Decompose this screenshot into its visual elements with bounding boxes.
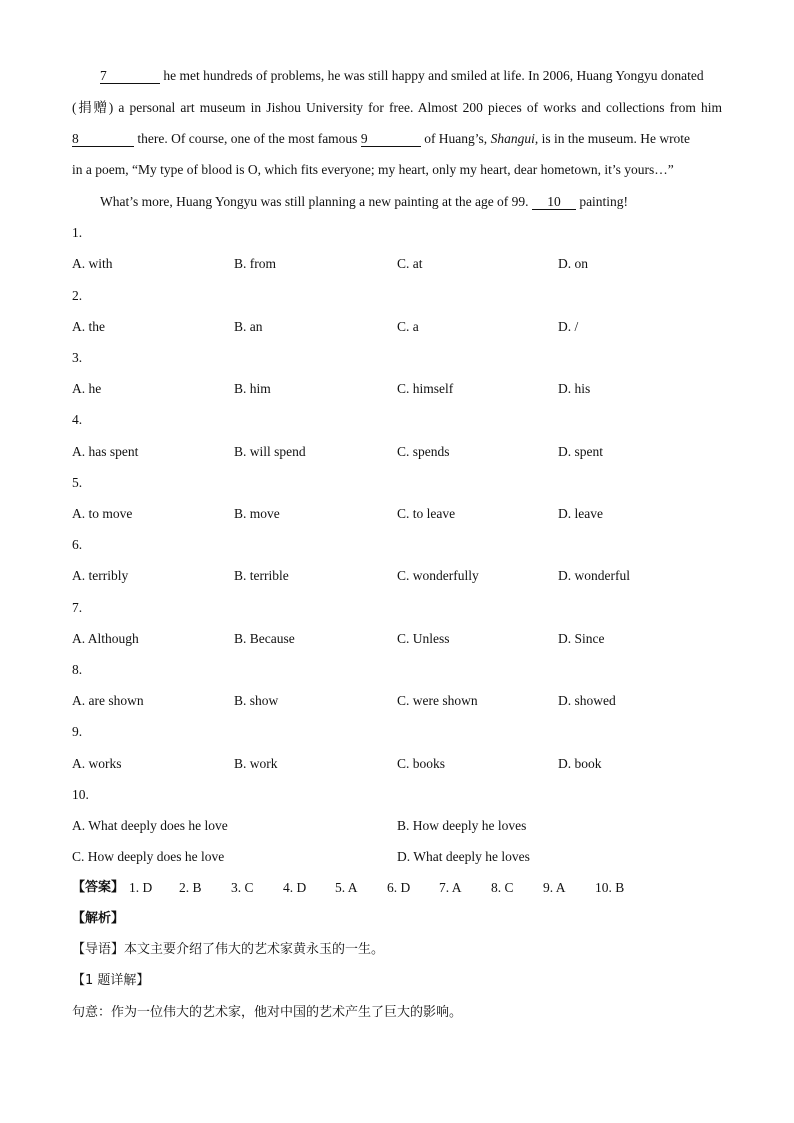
option-c: C. Unless xyxy=(397,631,450,646)
option-b: B. show xyxy=(234,693,279,708)
option-d: D. showed xyxy=(558,693,616,708)
option-c: C. wonderfully xyxy=(397,568,479,583)
passage-text: of Huang’s, xyxy=(424,131,488,146)
option-b: B. him xyxy=(234,381,271,396)
passage-line-5 xyxy=(100,194,628,210)
option-c: C. spends xyxy=(397,444,450,459)
option-c: C. were shown xyxy=(397,693,478,708)
option-b: B. will spend xyxy=(234,444,306,459)
option-d: D. on xyxy=(558,256,588,271)
question-number: 3. xyxy=(72,350,83,365)
analysis-label: 【解析】 xyxy=(72,911,125,926)
passage-text: he met hundreds of problems, he was still happy and smiled at life. In 2006, Huang Yongyu donated xyxy=(163,68,704,83)
passage-text: What’s more, Huang Yongyu was still planning a new painting at the age of 99. xyxy=(100,194,529,209)
option-d: D. his xyxy=(558,381,591,396)
answer-item: 1. D xyxy=(129,880,153,895)
option-a: A. the xyxy=(72,319,105,334)
question-number: 6. xyxy=(72,537,83,552)
option-b: B. from xyxy=(234,256,276,271)
option-c: C. How deeply does he love xyxy=(72,849,225,864)
passage-text: , is in the museum. He wrote xyxy=(534,131,691,146)
passage-line-3 xyxy=(72,131,722,147)
answer-item: 9. A xyxy=(543,880,566,895)
option-d: D. Since xyxy=(558,631,605,646)
guide-line xyxy=(72,942,384,958)
question-number: 10. xyxy=(72,787,89,802)
option-a: A. he xyxy=(72,381,102,396)
answer-item: 7. A xyxy=(439,880,462,895)
blank-7: 7 xyxy=(100,69,160,84)
question-number: 7. xyxy=(72,600,83,615)
option-b: B. How deeply he loves xyxy=(397,818,527,833)
option-b: B. Because xyxy=(234,631,295,646)
option-a: A. with xyxy=(72,256,113,271)
option-c: C. a xyxy=(397,319,419,334)
option-a: A. terribly xyxy=(72,568,129,583)
question-number: 4. xyxy=(72,412,83,427)
option-a: A. to move xyxy=(72,506,133,521)
option-d: D. / xyxy=(558,319,579,334)
passage-text: there. Of course, one of the most famous xyxy=(137,131,358,146)
option-c: C. himself xyxy=(397,381,454,396)
passage-line-2: (捐赠) a personal art museum in Jishou University for free. Almost 200 pieces of works and collections from him xyxy=(72,100,722,115)
option-a: A. What deeply does he love xyxy=(72,818,228,833)
answer-item: 8. C xyxy=(491,880,514,895)
question-number: 8. xyxy=(72,662,83,677)
guide-text: 本文主要介绍了伟大的艺术家黄永玉的一生。 xyxy=(124,942,385,957)
option-c: C. to leave xyxy=(397,506,456,521)
question-number: 1. xyxy=(72,225,83,240)
answer-item: 3. C xyxy=(231,880,254,895)
passage-line-1 xyxy=(72,68,722,84)
passage-text: painting! xyxy=(579,194,629,209)
option-d: D. book xyxy=(558,756,602,771)
question-number: 5. xyxy=(72,475,83,490)
option-c: C. at xyxy=(397,256,423,271)
option-d: D. What deeply he loves xyxy=(397,849,530,864)
passage-italic-title: Shangui xyxy=(490,131,535,146)
blank-9: 9 xyxy=(361,132,421,147)
answer-item: 4. D xyxy=(283,880,307,895)
answer-item: 2. B xyxy=(179,880,202,895)
answer-item: 6. D xyxy=(387,880,411,895)
question-number: 9. xyxy=(72,724,83,739)
option-a: A. has spent xyxy=(72,444,139,459)
q1-detail-label: 【1 题详解】 xyxy=(72,973,150,988)
q1-detail-text: 句意：作为一位伟大的艺术家，他对中国的艺术产生了巨大的影响。 xyxy=(72,1005,463,1020)
option-c: C. books xyxy=(397,756,446,771)
passage-line-4: in a poem, “My type of blood is O, which fits everyone; my heart, only my heart, dear hometown, it’s yours…” xyxy=(72,162,674,177)
blank-10: 10 xyxy=(532,195,576,210)
option-a: A. are shown xyxy=(72,693,144,708)
option-b: B. move xyxy=(234,506,280,521)
answer-item: 5. A xyxy=(335,880,358,895)
option-a: A. Although xyxy=(72,631,139,646)
option-d: D. leave xyxy=(558,506,603,521)
option-d: D. spent xyxy=(558,444,603,459)
option-a: A. works xyxy=(72,756,122,771)
guide-label: 【导语】 xyxy=(72,942,125,957)
answer-label: 【答案】 xyxy=(72,880,125,895)
option-b: B. an xyxy=(234,319,263,334)
blank-8: 8 xyxy=(72,132,134,147)
option-b: B. work xyxy=(234,756,278,771)
option-d: D. wonderful xyxy=(558,568,630,583)
option-b: B. terrible xyxy=(234,568,289,583)
answer-item: 10. B xyxy=(595,880,625,895)
question-number: 2. xyxy=(72,288,83,303)
